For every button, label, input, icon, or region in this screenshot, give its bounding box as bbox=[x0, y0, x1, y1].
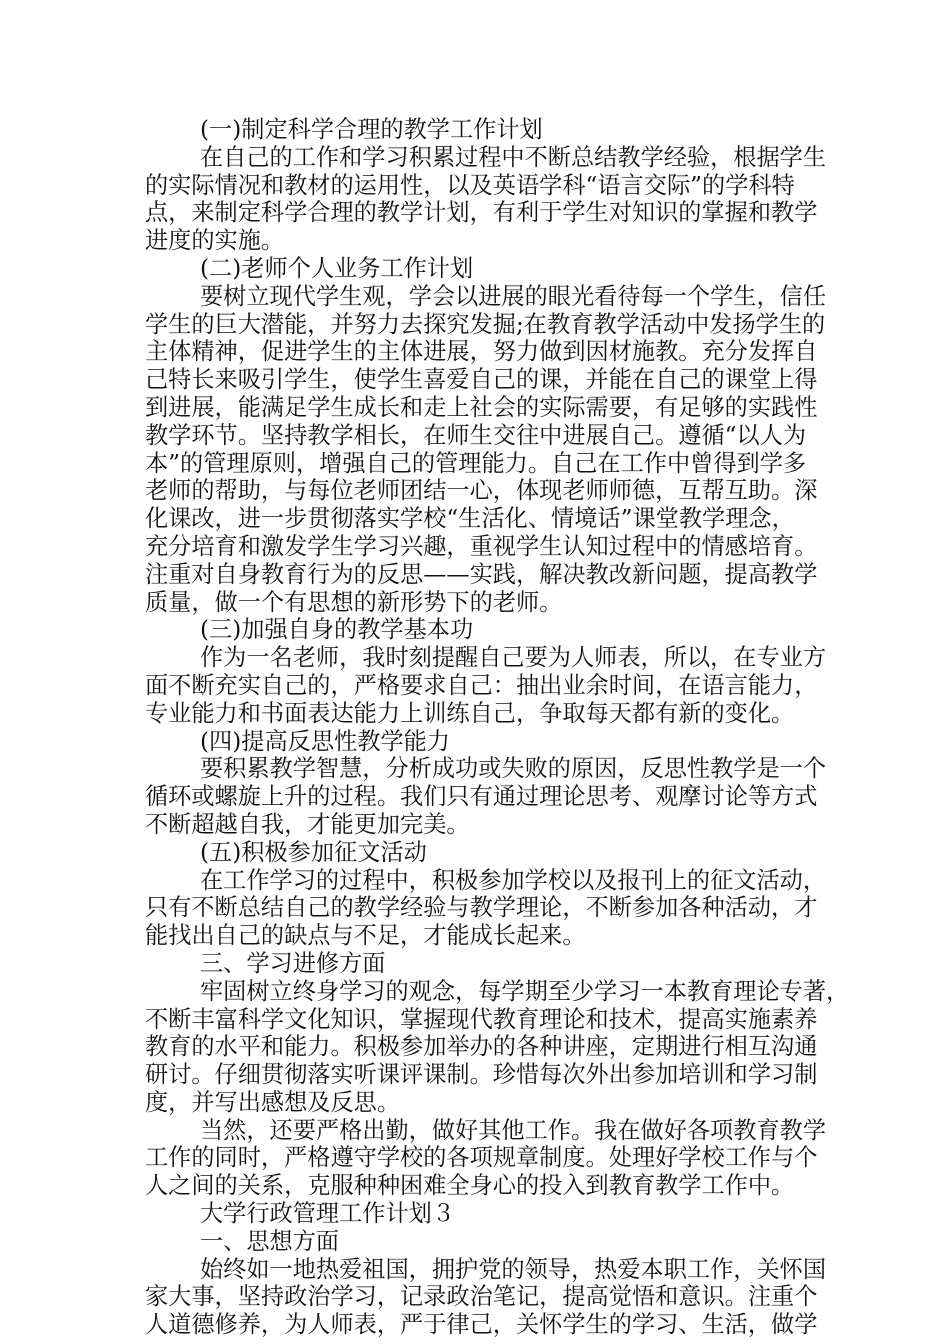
text-line: 一、思想方面 bbox=[200, 1227, 340, 1255]
text-line: 循环或螺旋上升的过程。我们只有通过理论思考、观摩讨论等方式 bbox=[145, 783, 818, 811]
text-line: 注重对自身教育行为的反思——实践，解决教改新问题，提高教学 bbox=[145, 560, 818, 588]
text-line: 专业能力和书面表达能力上训练自己，争取每天都有新的变化。 bbox=[145, 699, 795, 727]
text-line: 人之间的关系，克服种种困难全身心的投入到教育教学工作中。 bbox=[145, 1172, 795, 1200]
text-line: 的实际情况和教材的运用性，以及英语学科“语言交际”的学科特 bbox=[145, 171, 795, 199]
text-line: 在自己的工作和学习积累过程中不断总结教学经验，根据学生 bbox=[200, 143, 827, 171]
text-line: 进度的实施。 bbox=[145, 227, 285, 255]
text-line: 在工作学习的过程中，积极参加学校以及报刊上的征文活动， bbox=[200, 866, 827, 894]
text-line: 化课改，进一步贯彻落实学校“生活化、情境话”课堂教学理念， bbox=[145, 505, 795, 533]
text-line: 质量，做一个有思想的新形势下的老师。 bbox=[145, 588, 563, 616]
text-line: 己特长来吸引学生，使学生喜爱自己的课，并能在自己的课堂上得 bbox=[145, 366, 818, 394]
text-line: 家大事，坚持政治学习，记录政治笔记，提高觉悟和意识。注重个 bbox=[145, 1283, 818, 1311]
text-line: 研讨。仔细贯彻落实听课评课制。珍惜每次外出参加培训和学习制 bbox=[145, 1061, 818, 1089]
text-line: 要树立现代学生观，学会以进展的眼光看待每一个学生，信任 bbox=[200, 282, 827, 310]
text-line: 面不断充实自己的，严格要求自己：抽出业余时间，在语言能力， bbox=[145, 671, 818, 699]
text-line: 点，来制定科学合理的教学计划，有利于学生对知识的掌握和教学 bbox=[145, 199, 818, 227]
text-line: 老师的帮助，与每位老师团结一心，体现老师师德，互帮互助。深 bbox=[145, 477, 818, 505]
text-line: 不断丰富科学文化知识，掌握现代教育理论和技术，提高实施素养 bbox=[145, 1005, 818, 1033]
document-body bbox=[145, 116, 850, 1339]
text-line: 教育的水平和能力。积极参加举办的各种讲座，定期进行相互沟通 bbox=[145, 1033, 818, 1061]
text-line: 只有不断总结自己的教学经验与教学理论，不断参加各种活动，才 bbox=[145, 894, 818, 922]
text-line: 本”的管理原则，增强自己的管理能力。自己在工作中曾得到学多 bbox=[145, 449, 807, 477]
text-line: 当然，还要严格出勤，做好其他工作。我在做好各项教育教学 bbox=[200, 1116, 827, 1144]
text-line: (二)老师个人业务工作计划 bbox=[200, 254, 474, 282]
text-line: 不断超越自我，才能更加完美。 bbox=[145, 810, 470, 838]
text-line: (三)加强自身的教学基本功 bbox=[200, 616, 474, 644]
text-line: 度，并写出感想及反思。 bbox=[145, 1088, 401, 1116]
text-line: 教学环节。坚持教学相长，在师生交往中进展自己。遵循“以人为 bbox=[145, 421, 807, 449]
text-line: 到进展，能满足学生成长和走上社会的实际需要，有足够的实践性 bbox=[145, 393, 818, 421]
text-line: 学生的巨大潜能，并努力去探究发掘;在教育教学活动中发扬学生的 bbox=[145, 310, 826, 338]
text-line: 牢固树立终身学习的观念，每学期至少学习一本教育理论专著， bbox=[200, 977, 850, 1005]
text-line: 人道德修养，为人师表，严于律己，关怀学生的学习、生活，做学 bbox=[145, 1311, 818, 1339]
text-line: (四)提高反思性教学能力 bbox=[200, 727, 450, 755]
text-line: 能找出自己的缺点与不足，才能成长起来。 bbox=[145, 922, 586, 950]
text-line: 始终如一地热爱祖国，拥护党的领导，热爱本职工作，关怀国 bbox=[200, 1255, 827, 1283]
text-line: (五)积极参加征文活动 bbox=[200, 838, 427, 866]
text-line: (一)制定科学合理的教学工作计划 bbox=[200, 116, 543, 143]
text-line: 作为一名老师，我时刻提醒自己要为人师表，所以，在专业方 bbox=[200, 644, 827, 672]
text-line: 三、学习进修方面 bbox=[200, 949, 386, 977]
text-line: 要积累教学智慧，分析成功或失败的原因，反思性教学是一个 bbox=[200, 755, 827, 783]
text-line: 主体精神，促进学生的主体进展，努力做到因材施教。充分发挥自 bbox=[145, 338, 818, 366]
text-line: 大学行政管理工作计划３ bbox=[200, 1200, 456, 1228]
text-line: 充分培育和激发学生学习兴趣，重视学生认知过程中的情感培育。 bbox=[145, 532, 818, 560]
text-line: 工作的同时，严格遵守学校的各项规章制度。处理好学校工作与个 bbox=[145, 1144, 818, 1172]
